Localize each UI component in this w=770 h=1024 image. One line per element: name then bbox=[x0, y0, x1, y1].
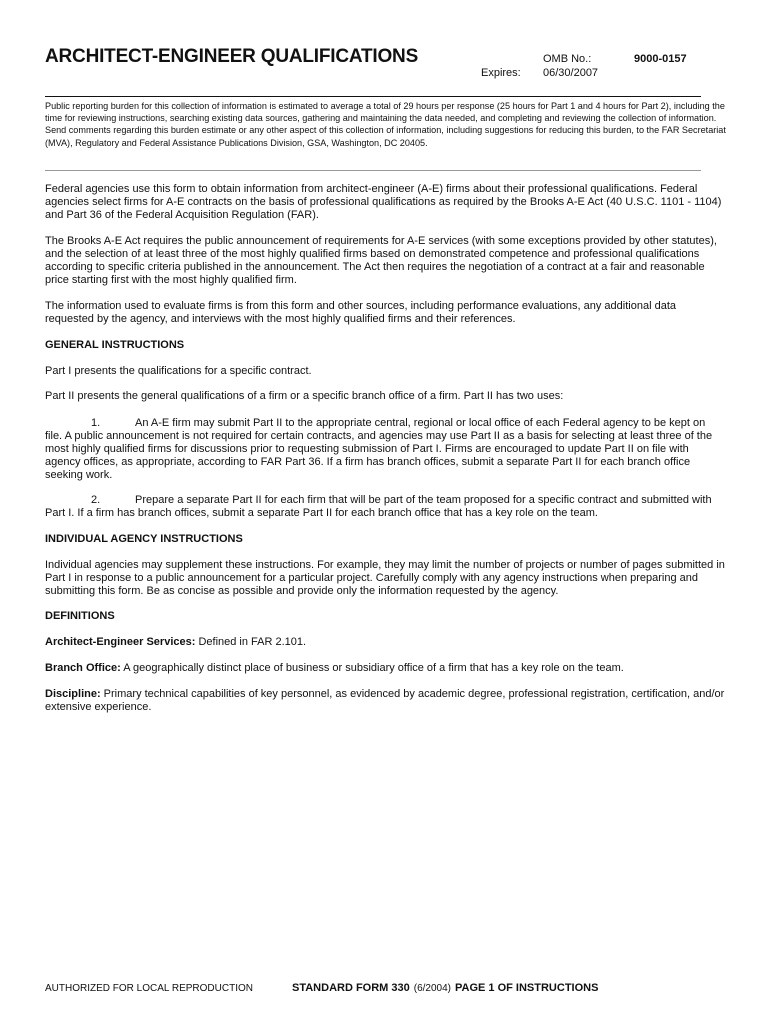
definition-text: A geographically distinct place of business or subsidiary office of a firm that has a key role on the team. bbox=[120, 662, 624, 674]
definition-text: Defined in FAR 2.101. bbox=[195, 636, 307, 648]
item-2-number: 2. bbox=[91, 494, 101, 506]
general-item-1 bbox=[45, 417, 725, 482]
definition-term: Architect-Engineer Services: bbox=[45, 636, 196, 648]
definition-branch-office bbox=[45, 662, 725, 675]
omb-number: 9000-0157 bbox=[634, 53, 687, 65]
definitions-heading: DEFINITIONS bbox=[45, 610, 115, 622]
individual-instructions-heading: INDIVIDUAL AGENCY INSTRUCTIONS bbox=[45, 533, 243, 545]
omb-label: OMB No.: bbox=[543, 53, 592, 65]
definition-discipline bbox=[45, 688, 725, 714]
footer-page-label: PAGE 1 OF INSTRUCTIONS bbox=[455, 982, 599, 994]
footer-reproduction-note: AUTHORIZED FOR LOCAL REPRODUCTION bbox=[45, 983, 253, 994]
footer-revision: (6/2004) bbox=[413, 983, 452, 994]
item-2-text: Prepare a separate Part II for each firm that will be part of the team proposed for a specific contract and submitted with Part I. If a firm has branch offices, submit a separate Part II for each branch office that has a key role on the team. bbox=[45, 494, 712, 519]
general-paragraph-2: Part II presents the general qualifications of a firm or a specific branch office of a firm. Part II has two uses: bbox=[45, 390, 564, 402]
general-instructions-heading: GENERAL INSTRUCTIONS bbox=[45, 339, 185, 351]
general-item-2 bbox=[45, 494, 725, 520]
definition-term: Discipline: bbox=[45, 688, 101, 700]
definition-text: Primary technical capabilities of key personnel, as evidenced by academic degree, professional registration, certification, and/or extensive experience. bbox=[45, 688, 725, 713]
burden-divider bbox=[45, 170, 701, 171]
intro-paragraph-2: The Brooks A-E Act requires the public announcement of requirements for A-E services (with some exceptions provided by other statutes), and the selection of at least three of the most highly qualified firms based on demonstrated competence and professional qualifications according to specific criteria published in the announcement. The Act then requires the negotiation of a contract at a fair and reasonable price starting first with the most highly qualified firm. bbox=[45, 235, 717, 286]
general-paragraph-1: Part I presents the qualifications for a specific contract. bbox=[45, 365, 312, 377]
definition-ae-services bbox=[45, 636, 725, 649]
individual-paragraph-1: Individual agencies may supplement these instructions. For example, they may limit the number of projects or number of pages submitted in Part I in response to a public announcement for a particular project. Carefully comply with any agency instructions when preparing and submitting this form. Be as concise as possible and provide only the information requested by the agency. bbox=[45, 559, 725, 597]
definition-term: Branch Office: bbox=[45, 662, 121, 674]
burden-statement: Public reporting burden for this collection of information is estimated to average a total of 29 hours per response (25 hours for Part 1 and 4 hours for Part 2), including the time for reviewing instructions, searching existing data sources, gathering and maintaining the data needed, and completing and reviewing the collection of information. Send comments regarding this burden estimate or any other aspect of this collection of information, including suggestions for reducing this burden, to the FAR Secretariat (MVA), Regulatory and Federal Assistance Publications Division, GSA, Washington, DC 20405. bbox=[45, 101, 726, 148]
intro-paragraph-1: Federal agencies use this form to obtain information from architect-engineer (A-E) firms about their professional qualifications. Federal agencies select firms for A-E contracts on the basis of professional qualifications as required by the Brooks A-E Act (40 U.S.C. 1101 - 1104) and Part 36 of the Federal Acquisition Regulation (FAR). bbox=[45, 183, 722, 221]
footer-form-info bbox=[292, 982, 598, 994]
top-divider bbox=[45, 96, 701, 97]
item-1-text: An A-E firm may submit Part II to the appropriate central, regional or local office of each Federal agency to be kept on file. A public announcement is not required for certain contracts, and agencies may use Part II as a basis for selecting at least three of the most highly qualified firms for discussions prior to requesting submission of Part I. Firms are encouraged to update Part II on file with agency offices, as appropriate, according to FAR Part 36. If a firm has branch offices, submit a separate Part II for each branch office seeking work. bbox=[45, 417, 713, 481]
intro-paragraph-3: The information used to evaluate firms is from this form and other sources, including performance evaluations, any additional data requested by the agency, and interviews with the most highly qualified firms and their references. bbox=[45, 300, 676, 325]
footer-form-name: STANDARD FORM 330 bbox=[292, 982, 410, 994]
page-title: ARCHITECT-ENGINEER QUALIFICATIONS bbox=[45, 46, 419, 67]
expires-date: 06/30/2007 bbox=[543, 67, 599, 79]
item-1-number: 1. bbox=[91, 417, 101, 429]
expires-label: Expires: bbox=[481, 67, 521, 79]
